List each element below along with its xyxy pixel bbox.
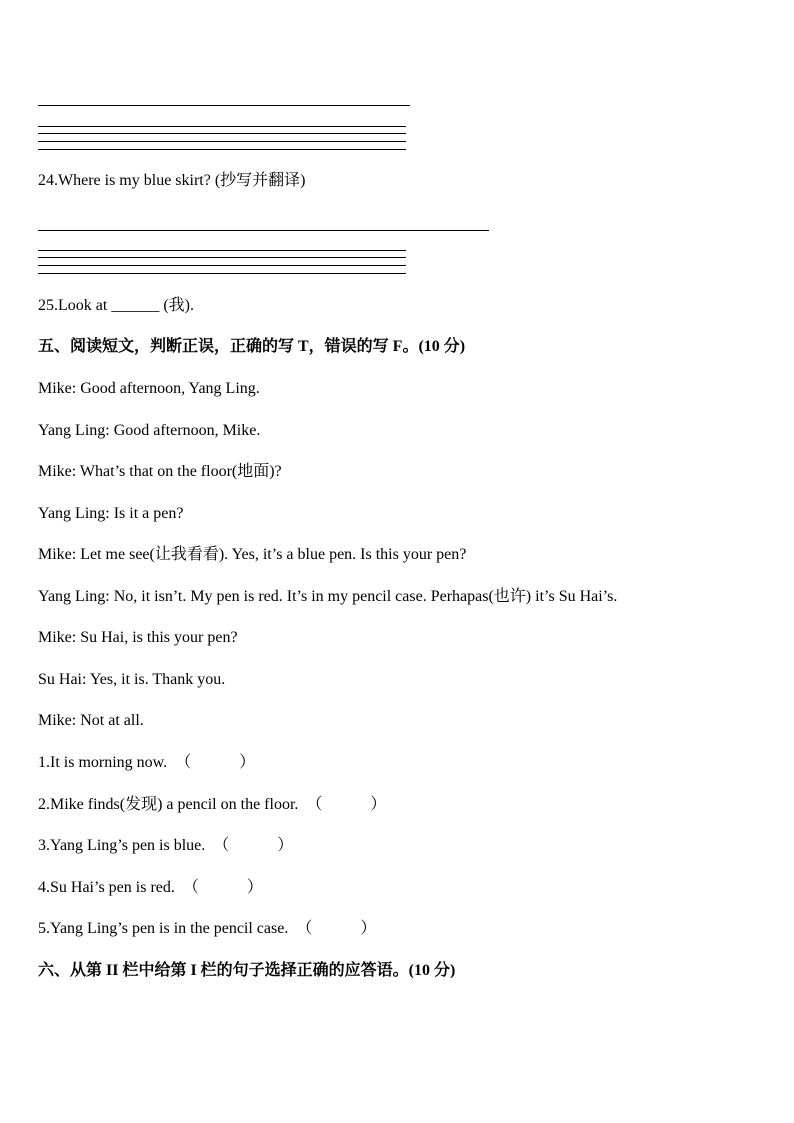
answer-bracket[interactable]: （ ） xyxy=(296,920,377,937)
answer-line[interactable] xyxy=(38,126,406,127)
answer-line[interactable] xyxy=(38,230,489,231)
dialogue-line: Yang Ling: Good afternoon, Mike. xyxy=(38,422,261,439)
answer-line[interactable] xyxy=(38,250,406,251)
section-5-heading: 五、阅读短文，判断正误，正确的写 T，错误的写 F。(10 分) xyxy=(38,338,466,355)
dialogue-line: Mike: What’s that on the floor(地面)? xyxy=(38,463,282,480)
dialogue-line: Yang Ling: No, it isn’t. My pen is red. It’s in my pencil case. Perhapas(也许) it’s Su Hai’s. xyxy=(38,588,618,605)
answer-line[interactable] xyxy=(38,265,406,266)
answer-bracket[interactable]: （ ） xyxy=(182,879,263,896)
tf-question-text: 3.Yang Ling’s pen is blue. xyxy=(38,837,206,854)
dialogue-line: Mike: Not at all. xyxy=(38,712,144,729)
tf-question-text: 2.Mike finds(发现) a pencil on the floor. xyxy=(38,796,299,813)
dialogue-line: Mike: Good afternoon, Yang Ling. xyxy=(38,380,260,397)
answer-line[interactable] xyxy=(38,133,406,134)
answer-line[interactable] xyxy=(38,257,406,258)
dialogue-line: Mike: Su Hai, is this your pen? xyxy=(38,629,238,646)
tf-question xyxy=(38,753,255,773)
tf-question xyxy=(38,919,376,939)
tf-question xyxy=(38,878,263,898)
tf-question xyxy=(38,795,386,815)
answer-line[interactable] xyxy=(38,141,406,142)
tf-question-text: 5.Yang Ling’s pen is in the pencil case. xyxy=(38,920,289,937)
answer-bracket[interactable]: （ ） xyxy=(175,754,256,771)
tf-question-text: 4.Su Hai’s pen is red. xyxy=(38,879,175,896)
dialogue-line: Mike: Let me see(让我看看). Yes, it’s a blue pen. Is this your pen? xyxy=(38,546,467,563)
dialogue-line: Yang Ling: Is it a pen? xyxy=(38,505,184,522)
answer-bracket[interactable]: （ ） xyxy=(213,837,294,854)
answer-line[interactable] xyxy=(38,149,406,150)
answer-line[interactable] xyxy=(38,273,406,274)
question-25: 25.Look at ______ (我). xyxy=(38,297,194,314)
question-24: 24.Where is my blue skirt? (抄写并翻译) xyxy=(38,172,306,189)
answer-bracket[interactable]: （ ） xyxy=(306,796,387,813)
dialogue-line: Su Hai: Yes, it is. Thank you. xyxy=(38,671,226,688)
section-6-heading: 六、从第 II 栏中给第 I 栏的句子选择正确的应答语。(10 分) xyxy=(38,962,456,979)
answer-line[interactable] xyxy=(38,105,410,106)
tf-question xyxy=(38,836,293,856)
tf-question-text: 1.It is morning now. xyxy=(38,754,168,771)
